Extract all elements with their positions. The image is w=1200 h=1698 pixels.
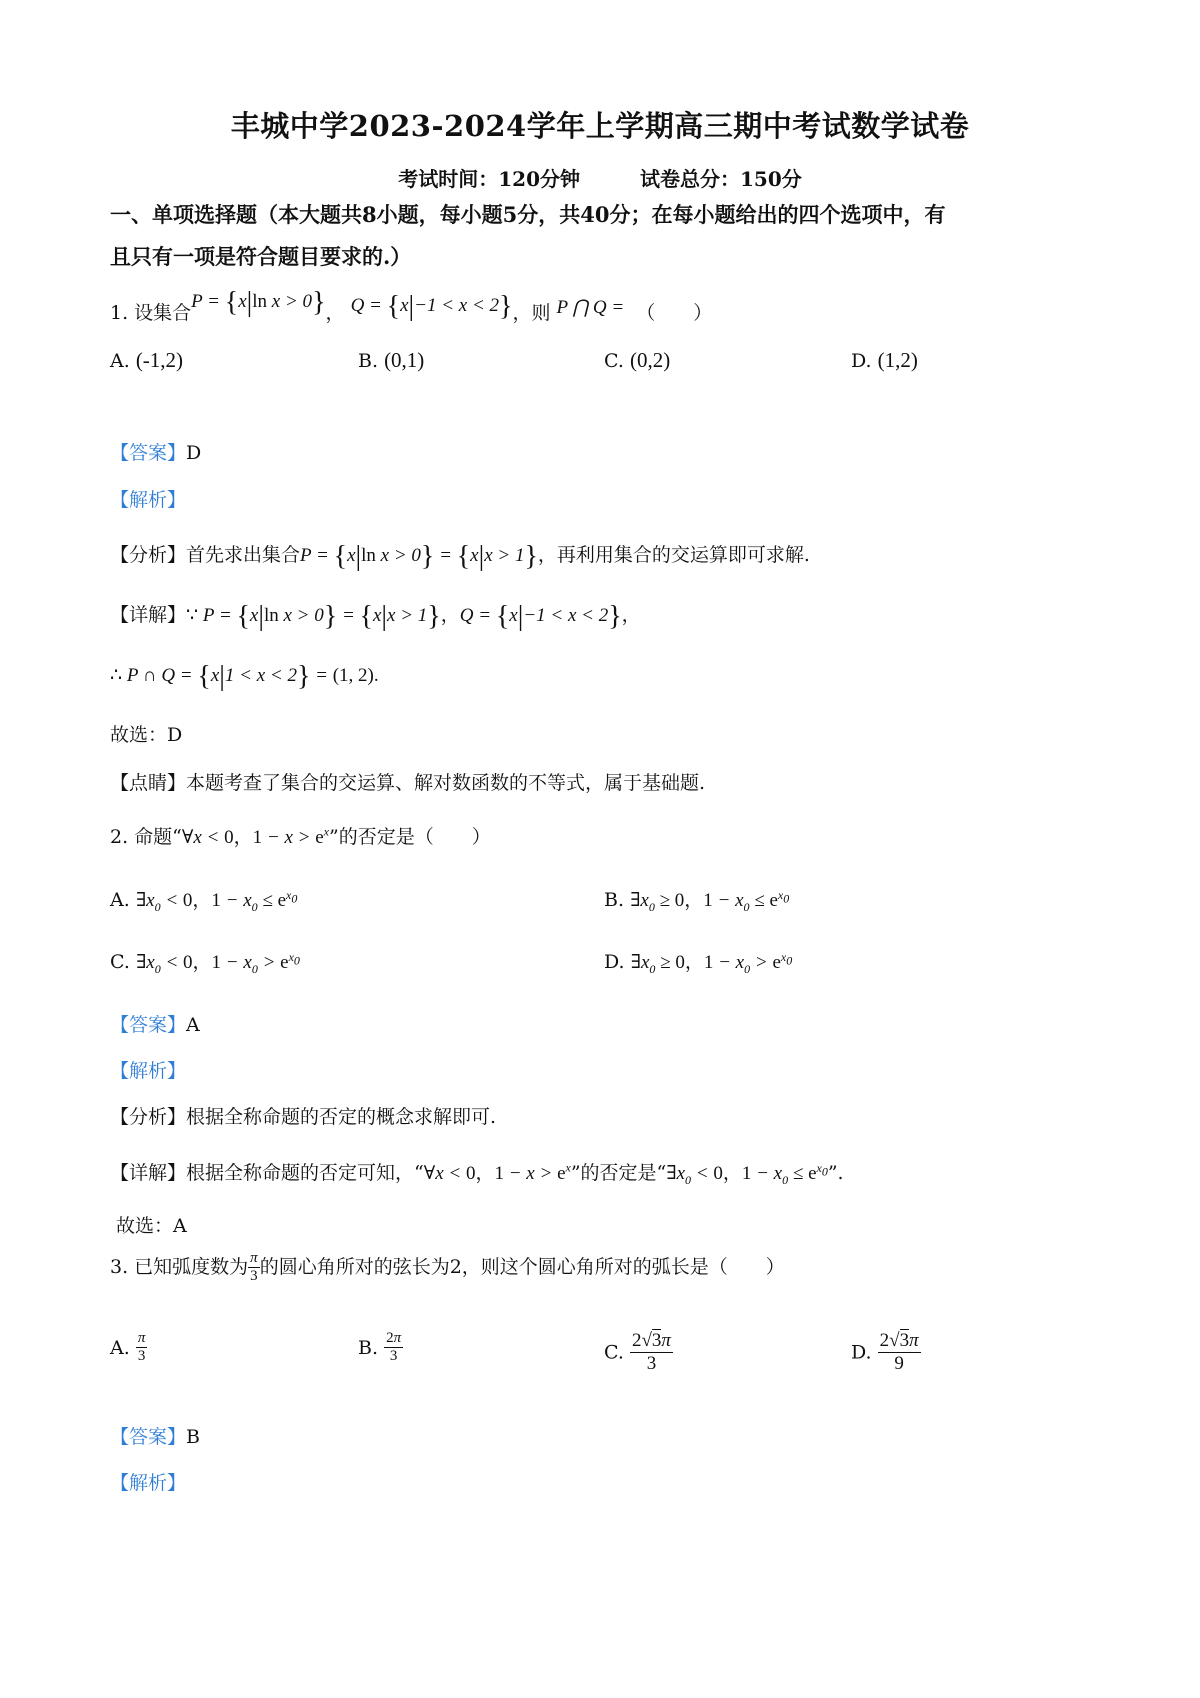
q2-option-b: B. $\exists x_0 \ge 0$，$1 - x_0 \le e^{x_0}$: [604, 887, 790, 914]
exam-info: [0, 163, 1200, 192]
q2-analysis: 【分析】根据全称命题的否定的概念求解即可.: [110, 1106, 497, 1128]
q3-option-c: C. $\frac{2√3\pi}{3}$: [604, 1330, 671, 1374]
q1-choose: 故选：D: [110, 724, 183, 746]
q2-detail: 【详解】根据全称命题的否定可知，“∀x < 0，$1 - x > e^x$”的否定是“$\exists x_0 < 0$，$1 - x_0 \le e^{x_0}$”.: [110, 1160, 844, 1187]
q1-analysis-formula: P = {x|ln x > 0} = {x|x > 1}: [300, 541, 538, 572]
q1-option-d: D. (1,2): [851, 348, 918, 372]
intersection-expr: P ⋂ Q =: [556, 297, 625, 318]
q3-answer: 【答案】B: [110, 1426, 200, 1448]
section-heading-line2: 且只有一项是符合题目要求的.）: [110, 244, 412, 269]
q1-parse-tag: 【解析】: [110, 489, 187, 511]
question-2-stem: 2. 命题“∀x < 0，$1 - x > e^x$”的否定是（ ）: [110, 824, 491, 848]
q3-angle-fraction: $\frac{\pi}{3}$: [250, 1250, 258, 1285]
q1-detail-result: ∴ P ∩ Q = {x|1 < x < 2} = (1, 2).: [110, 661, 379, 692]
q2-parse-tag: 【解析】: [110, 1060, 187, 1082]
q1-analysis: 【分析】首先求出集合P = {x|ln x > 0} = {x|x > 1}，再利用集合的交运算即可求解.: [110, 541, 810, 572]
q2-option-c: C. $\exists x_0 < 0$，$1 - x_0 > e^{x_0}$: [110, 949, 300, 976]
q2-option-d: D. $\exists x_0 \ge 0$，$1 - x_0 > e^{x_0}$: [604, 949, 793, 976]
q1-comment: 【点睛】本题考查了集合的交运算、解对数函数的不等式，属于基础题.: [110, 772, 706, 794]
q1-option-b: B. (0,1): [358, 348, 425, 372]
q2-answer: 【答案】A: [110, 1014, 200, 1036]
q3-option-b: B. $\frac{2\pi}{3}$: [358, 1330, 402, 1365]
page-title: 丰城中学2023-2024学年上学期高三期中考试数学试卷: [230, 109, 970, 143]
q1-option-a: A. (-1,2): [110, 348, 184, 372]
exam-time: 考试时间：120分钟: [398, 167, 580, 191]
q2-choose: 故选：A: [116, 1215, 187, 1237]
q1-detail: 【详解】∵ P = {x|ln x > 0} = {x|x > 1}，Q = {x|−1 < x < 2}，: [110, 601, 641, 632]
q2-option-a: A. $\exists x_0 < 0$，$1 - x_0 \le e^{x_0}$: [110, 887, 298, 914]
exam-score: 试卷总分：150分: [640, 167, 802, 191]
q3-parse-tag: 【解析】: [110, 1472, 187, 1494]
q3-option-a: A. $\frac{\pi}{3}$: [110, 1330, 146, 1365]
question-1-stem: 1. 设集合P = {x|ln x > 0}， Q = {x|−1 < x < 2}，则 P ⋂ Q = （ ）: [110, 287, 713, 324]
set-q-definition: Q = {x|−1 < x < 2}: [350, 291, 513, 322]
q1-option-c: C. (0,2): [604, 348, 671, 372]
set-p-definition: P = {x|ln x > 0}: [191, 287, 326, 318]
q3-option-d: D. $\frac{2√3\pi}{9}$: [851, 1330, 919, 1374]
question-3-stem: 3. 已知弧度数为 $\frac{\pi}{3}$ 的圆心角所对的弦长为2，则这个圆心角所对的弧长是（ ）: [110, 1250, 785, 1285]
section-heading-line1: 一、单项选择题（本大题共8小题，每小题5分，共40分；在每小题给出的四个选项中，有: [110, 202, 946, 227]
q1-answer: 【答案】D: [110, 442, 202, 464]
